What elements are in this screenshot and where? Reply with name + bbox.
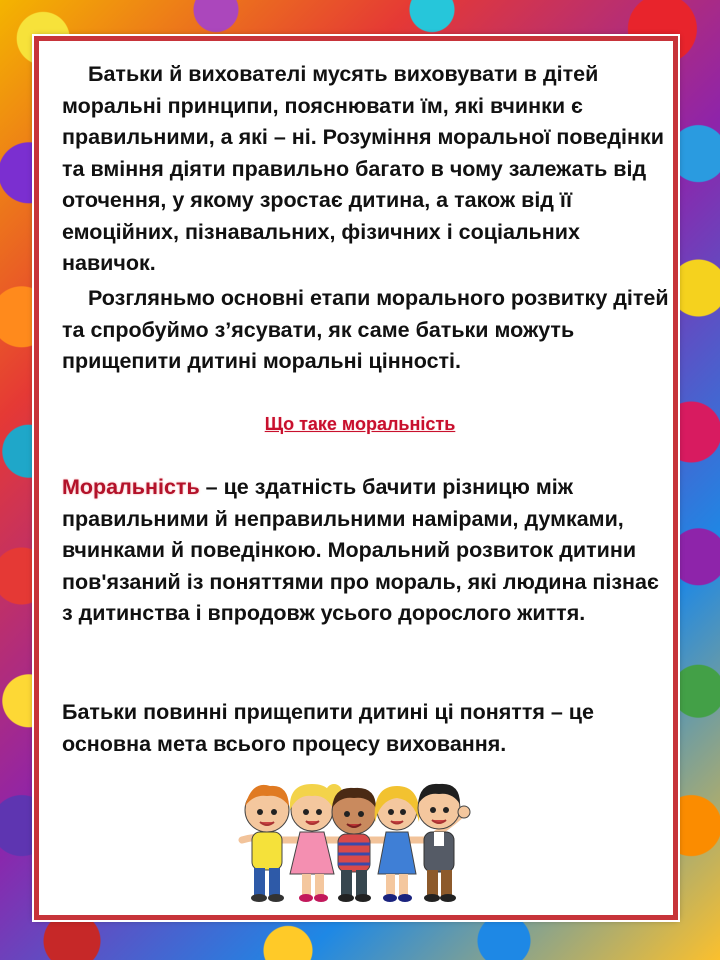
second-paragraph: Розгляньмо основні етапи морального розвитку дітей та спробуймо з’ясувати, як саме батьки можуть прищепити дитині моральні цінності. — [62, 286, 669, 373]
children-illustration — [222, 770, 474, 904]
definition-paragraph — [62, 472, 672, 630]
definition-text: – це здатність бачити різницю між правильними й неправильними намірами, думками, вчинками й поведінкою. Моральний розвиток дитини пов'язаний із поняттями про мораль, які людина пізнає з дитинства і впродовж усього дорослого життя. — [62, 475, 659, 625]
child-4 — [375, 786, 420, 902]
child-5 — [418, 784, 470, 902]
section-heading: Що таке моральність — [264, 414, 456, 434]
child-3 — [332, 788, 376, 902]
defined-term: Моральність — [62, 475, 200, 499]
intro-paragraph: Батьки й вихователі мусять виховувати в дітей моральні принципи, пояснювати їм, які вчинки є правильними, а які – ні. Розуміння моральної поведінки та вміння діяти правильно багато в чому залежать від оточення, у якому зростає дитина, а також від її емоційних, пізнавальних, фізичних і соціальних навичок. — [62, 62, 664, 275]
child-1 — [245, 785, 289, 902]
closing-paragraph: Батьки повинні прищепити дитині ці поняття – це основна мета всього процесу виховання. — [62, 700, 594, 756]
